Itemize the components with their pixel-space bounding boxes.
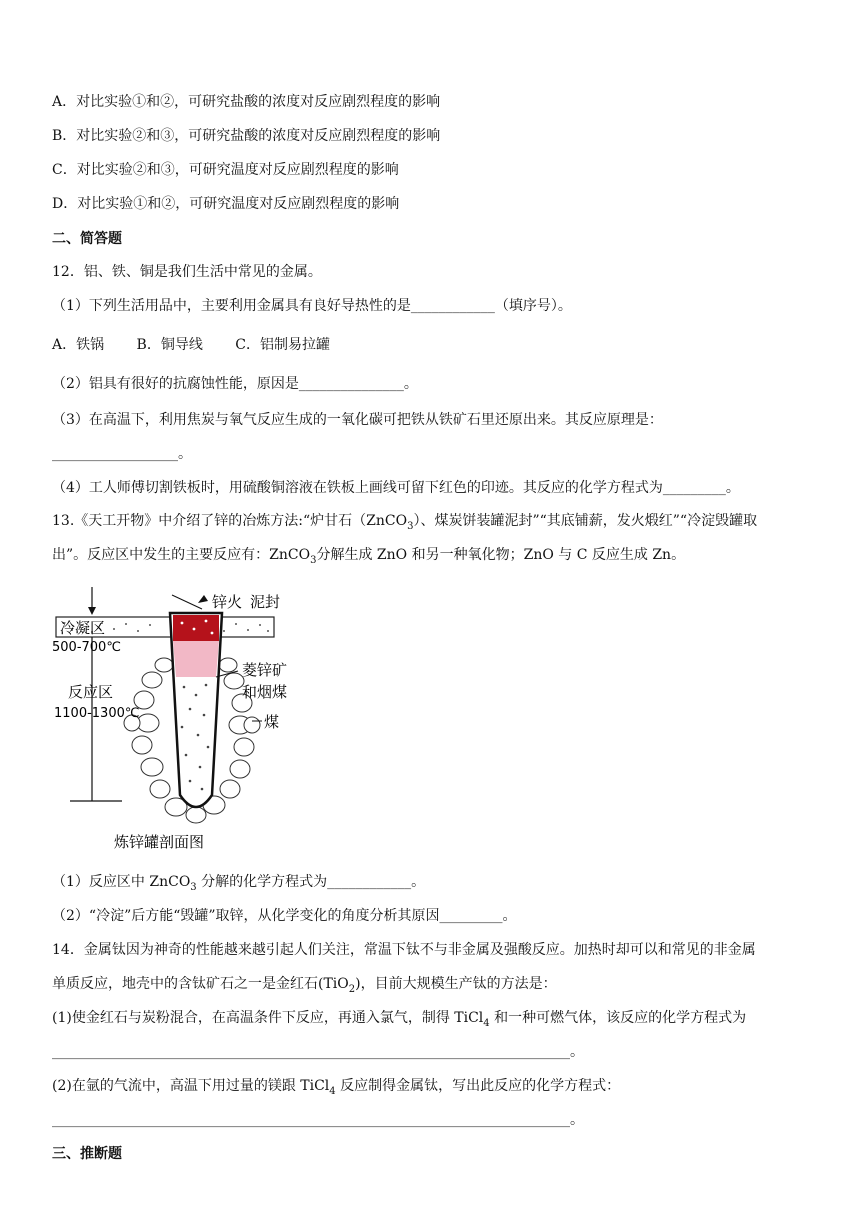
q12-part2: （2）铝具有很好的抗腐蚀性能，原因是_______________。 (52, 376, 418, 392)
condense-temp-label: 500-700℃ (52, 640, 121, 655)
coal-label: 煤 (264, 713, 280, 731)
section-heading-inference: 三、推断题 (52, 1146, 122, 1162)
zinc-fire-label: 锌火 (212, 593, 243, 611)
q13-line1: 13.《天工开物》中介绍了锌的冶炼方法:“炉甘石（ZnCO$_3$）、煤炭饼装罐泥封”“其底铺薪，发火煅红”“冷淀毁罐取 (52, 513, 758, 532)
q14-part1: (1)使金红石与炭粉混合，在高温条件下反应，再通入氯气，制得 TiCl$_4$ 和一种可燃气体，该反应的化学方程式为 (52, 1010, 747, 1029)
q12-choices: A．铁锅 B．铜导线 C．铝制易拉罐 (52, 337, 331, 353)
q12-part3: （3）在高温下，利用焦炭与氧气反应生成的一氧化碳可把铁从铁矿石里还原出来。其反应原理是： (52, 412, 663, 428)
figure-caption: 炼锌罐剖面图 (114, 833, 205, 851)
option-c: C．对比实验②和③，可研究温度对反应剧烈程度的影响 (52, 162, 399, 178)
reaction-temp-label: 1100-1300℃ (54, 706, 140, 721)
option-b: B．对比实验②和③，可研究盐酸的浓度对反应剧烈程度的影响 (52, 128, 441, 144)
q13-line2: 出”。反应区中发生的主要反应有：ZnCO$_3$分解生成 ZnO 和另一种氧化物；ZnO 与 C 反应生成 Zn。 (52, 547, 686, 566)
q12-part4: （4）工人师傅切割铁板时，用硫酸铜溶液在铁板上画线可留下红色的印迹。其反应的化学方程式为_________。 (52, 480, 740, 496)
q14-line1: 14．金属钛因为神奇的性能越来越引起人们关注，常温下钛不与非金属及强酸反应。加热时却可以和常见的非金属 (52, 942, 756, 958)
seal-label: 泥封 (250, 593, 281, 611)
section-heading-short-answer: 二、简答题 (52, 231, 122, 247)
ore-label-line1: 菱锌矿 (242, 661, 288, 679)
q12-part3-blank: __________________。 (52, 446, 192, 462)
q14-line2: 单质反应，地壳中的含钛矿石之一是金红石(TiO$_2$)，目前大规模生产钛的方法是： (52, 976, 557, 995)
option-d: D．对比实验①和②，可研究温度对反应剧烈程度的影响 (52, 196, 400, 212)
ore-label-line2: 和烟煤 (242, 683, 288, 701)
q12-part1: （1）下列生活用品中，主要利用金属具有良好导热性的是____________（填序号）。 (52, 298, 572, 314)
q12-stem: 12．铝、铁、铜是我们生活中常见的金属。 (52, 264, 322, 280)
q14-part2-blank: __________________________________________________________________________。 (52, 1112, 584, 1128)
q14-part2: (2)在氩的气流中，高温下用过量的镁跟 TiCl$_4$ 反应制得金属钛，写出此反应的化学方程式： (52, 1078, 621, 1097)
q13-part2: （2）“冷淀”后方能“毁罐”取锌，从化学变化的角度分析其原因_________。 (52, 908, 517, 924)
option-a: A．对比实验①和②，可研究盐酸的浓度对反应剧烈程度的影响 (52, 94, 441, 110)
zinc-furnace-diagram (52, 585, 292, 855)
reaction-zone-label: 反应区 (68, 683, 114, 701)
condense-zone-label: 冷凝区 (60, 619, 106, 637)
q13-part1: （1）反应区中 ZnCO$_3$ 分解的化学方程式为____________。 (52, 874, 426, 893)
q14-part1-blank: __________________________________________________________________________。 (52, 1044, 584, 1060)
